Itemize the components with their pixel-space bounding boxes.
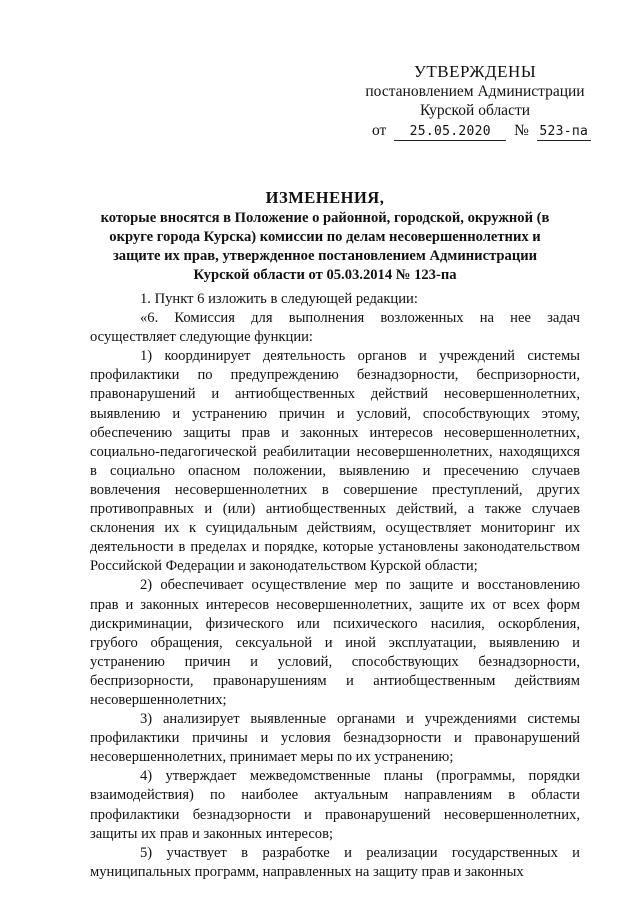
approval-line-1: постановлением Администрации (365, 83, 585, 100)
number-label: № (514, 122, 529, 139)
paragraph-7: 5) участвует в разработке и реализации государственных и муниципальных программ, направленных на защиту прав и законных (90, 844, 580, 880)
approval-number: 523-па (537, 124, 591, 141)
approval-line-2: Курской области (419, 102, 531, 119)
approval-date-line (350, 121, 600, 141)
from-label: от (372, 122, 387, 139)
approved-label: УТВЕРЖДЕНЫ (413, 62, 537, 81)
approval-block (350, 62, 600, 141)
document-heading (95, 188, 555, 285)
paragraph-6: 4) утверждает межведомственные планы (программы, порядки взаимодействия) по наиболее актуальным направлениям в области профилактики безнадзорности и правонарушений несовершеннолетних, защиты их прав и законных интересов; (90, 768, 580, 842)
heading-title: ИЗМЕНЕНИЯ, (265, 188, 385, 207)
approval-date: 25.05.2020 (394, 124, 506, 141)
paragraph-1: 1. Пункт 6 изложить в следующей редакции: (140, 291, 418, 307)
paragraph-5: 3) анализирует выявленные органами и учреждениями системы профилактики причины и условия безнадзорности и правонарушений несовершеннолетних, принимает меры по их устранению; (90, 711, 580, 766)
paragraph-2: «6. Комиссия для выполнения возложенных на нее задач осуществляет следующие функции: (90, 310, 580, 346)
heading-subtitle: которые вносятся в Положение о районной, городской, окружной (в округе города Курска) комиссии по делам несовершеннолетних и защите их прав, утвержденное постановлением Администрации Курской области от 05.03.2014 № 123-па (100, 210, 550, 283)
paragraph-3: 1) координирует деятельность органов и учреждений системы профилактики по предупреждению безнадзорности, беспризорности, правонарушений и антиобщественных действий несовершеннолетних, выявлению и устранению причин и условий, способствующих этому, обеспечению защиты прав и законных интересов несовершеннолетних, социально-педагогической реабилитации несовершеннолетних, находящихся в социально опасном положении, выявлению и пресечению случаев вовлечения несовершеннолетних в совершение преступлений, других противоправных и (или) антиобщественных действий, а также случаев склонения их к суицидальным действиям, осуществляет мониторинг их деятельности в пределах и порядке, которые установлены законодательством Российской Федерации и законодательством Курской области; (90, 348, 580, 575)
document-body (90, 290, 580, 882)
paragraph-4: 2) обеспечивает осуществление мер по защите и восстановлению прав и законных интересов несовершеннолетних, защите их от всех форм дискриминации, физического или психического насилия, оскорбления, грубого обращения, сексуальной и иной эксплуатации, выявлению и устранению причин и условий, способствующих безнадзорности, беспризорности, правонарушениям и антиобщественным действиям несовершеннолетних; (90, 577, 580, 708)
